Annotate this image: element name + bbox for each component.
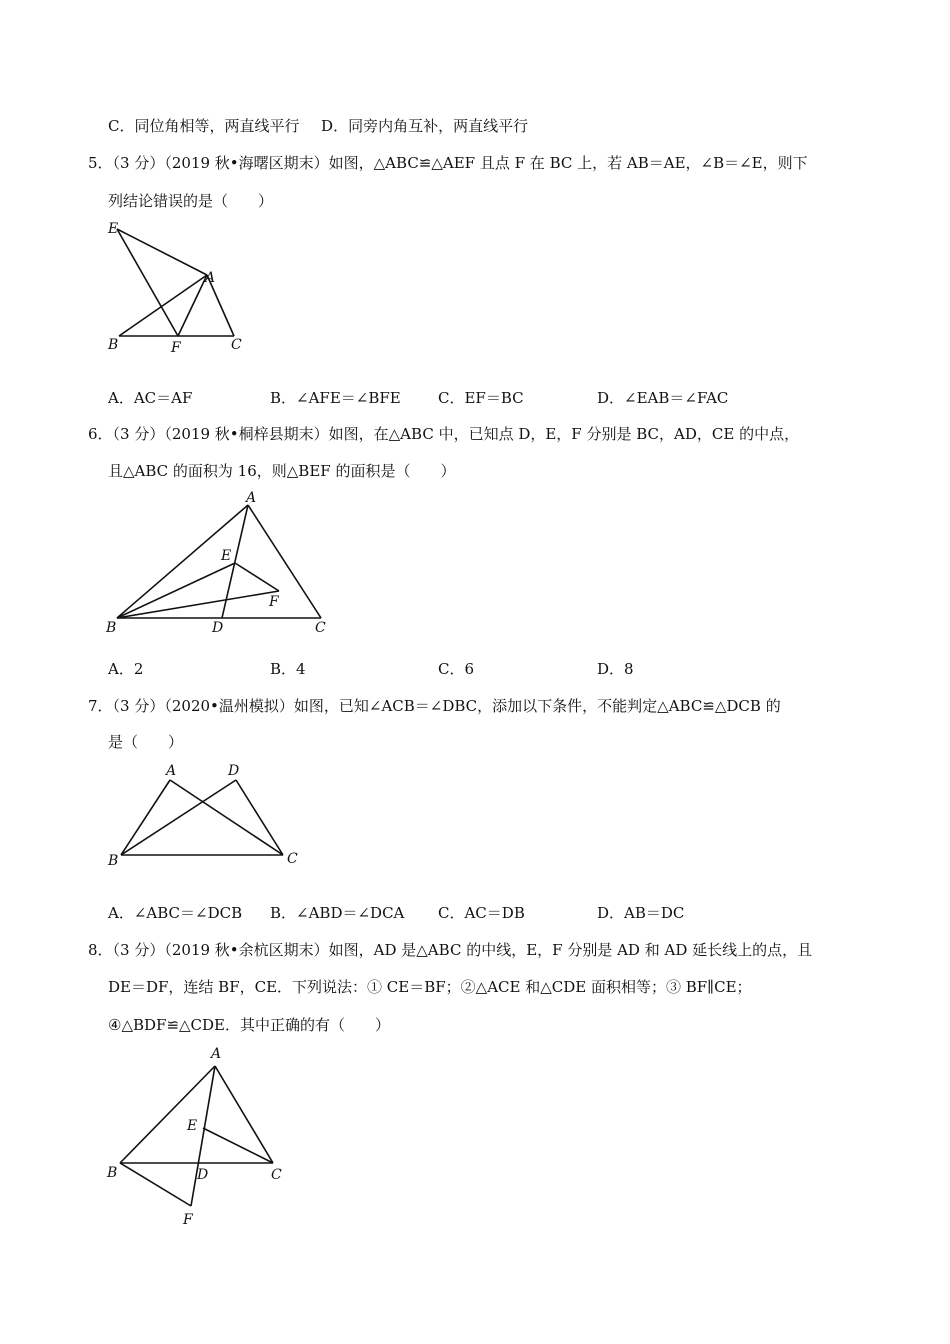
q6-label-d: D — [212, 620, 224, 636]
q7-option-a[interactable]: A．∠ABC＝∠DCB — [108, 904, 243, 922]
q8-stem-line3: ④△BDF≌△CDE．其中正确的有（ ） — [108, 1016, 390, 1034]
q6-label-b: B — [106, 620, 117, 636]
q8-figure — [100, 1042, 300, 1232]
q8-stem-line2: DE＝DF，连结 BF，CE．下列说法：① CE＝BF；②△ACE 和△CDE 面积相等；③ BF∥CE； — [108, 978, 752, 996]
q6-figure — [100, 485, 340, 645]
q8-label-b: B — [107, 1165, 118, 1181]
q7-option-d[interactable]: D．AB＝DC — [597, 904, 685, 922]
q5-figure — [100, 215, 260, 360]
q5-stem-line2: 列结论错误的是（ ） — [108, 192, 274, 210]
q5-label-a: A — [205, 270, 216, 286]
q7-option-c[interactable]: C．AC＝DB — [438, 904, 525, 922]
q7-label-b: B — [108, 853, 119, 869]
q5-label-f: F — [171, 340, 181, 356]
q8-label-d: D — [197, 1167, 209, 1183]
q8-stem-line1: 8．（3 分）（2019 秋•余杭区期末）如图，AD 是△ABC 的中线，E，F 分别是 AD 和 AD 延长线上的点，且 — [88, 941, 813, 959]
q6-label-c: C — [315, 620, 326, 636]
prev-question-options — [108, 116, 528, 136]
q6-stem-line2: 且△ABC 的面积为 16，则△BEF 的面积是（ ） — [108, 462, 456, 480]
q7-label-a: A — [166, 763, 177, 779]
q8-label-e: E — [187, 1118, 198, 1134]
q5-option-c[interactable]: C．EF＝BC — [438, 389, 524, 407]
q6-label-f: F — [269, 594, 279, 610]
q5-label-e: E — [108, 221, 119, 237]
q5-number: 5． — [88, 154, 113, 172]
q7-stem-line1: 7．（3 分）（2020•温州模拟）如图，已知∠ACB＝∠DBC，添加以下条件，不能判定△ABC≌△DCB 的 — [88, 697, 781, 715]
q5-option-b[interactable]: B．∠AFE＝∠BFE — [270, 389, 401, 407]
q7-label-d: D — [228, 763, 240, 779]
prev-option-c[interactable]: C．同位角相等，两直线平行 — [108, 117, 300, 135]
q5-option-a[interactable]: A．AC＝AF — [108, 389, 193, 407]
q5-stem-line1: 5．（3 分）（2019 秋•海曙区期末）如图，△ABC≌△AEF 且点 F 在 BC 上，若 AB＝AE，∠B＝∠E，则下 — [88, 154, 808, 172]
q6-label-e: E — [221, 548, 232, 564]
q6-option-b[interactable]: B．4 — [270, 660, 306, 678]
q8-label-f: F — [183, 1212, 193, 1228]
q6-label-a: A — [246, 490, 257, 506]
q5-option-d[interactable]: D．∠EAB＝∠FAC — [597, 389, 729, 407]
q8-label-a: A — [211, 1046, 222, 1062]
q6-option-a[interactable]: A．2 — [108, 660, 144, 678]
q6-option-d[interactable]: D．8 — [597, 660, 634, 678]
q7-stem-line2: 是（ ） — [108, 733, 184, 751]
q6-option-c[interactable]: C．6 — [438, 660, 475, 678]
q6-stem-line1: 6．（3 分）（2019 秋•桐梓县期末）如图，在△ABC 中，已知点 D，E，F 分别是 BC，AD，CE 的中点， — [88, 425, 800, 443]
prev-option-d[interactable]: D．同旁内角互补，两直线平行 — [321, 117, 529, 135]
q8-label-c: C — [271, 1167, 282, 1183]
q5-label-c: C — [231, 337, 242, 353]
q5-label-b: B — [108, 337, 119, 353]
q7-option-b[interactable]: B．∠ABD＝∠DCA — [270, 904, 405, 922]
q7-label-c: C — [287, 851, 298, 867]
q7-figure — [100, 757, 310, 872]
q7-number: 7． — [88, 697, 113, 715]
q6-number: 6． — [88, 425, 113, 443]
q8-number: 8． — [88, 941, 113, 959]
